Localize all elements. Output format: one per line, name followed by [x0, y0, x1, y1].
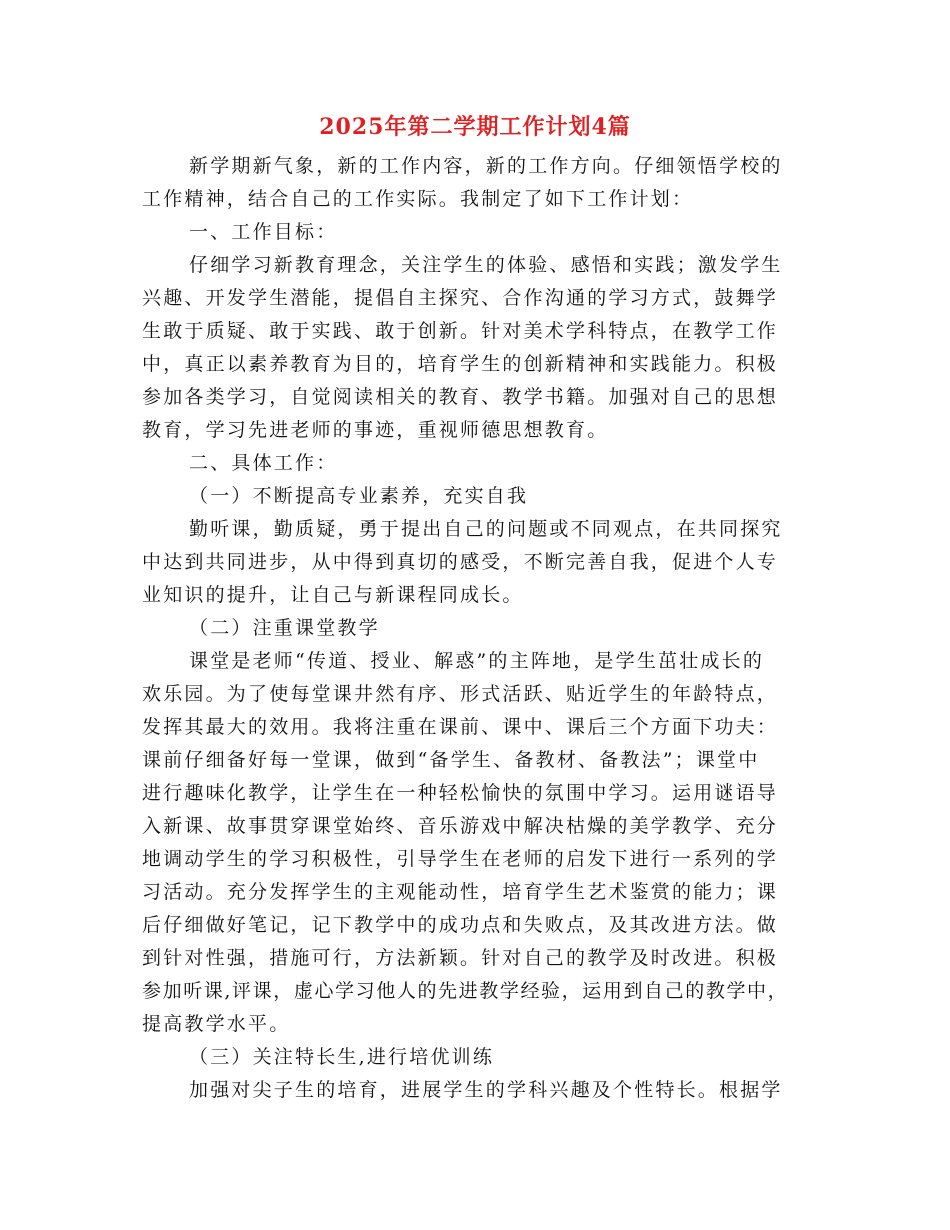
- paragraph-line: 新学期新气象，新的工作内容，新的工作方向。仔细领悟学校的: [189, 155, 783, 177]
- paragraph-line: 到针对性强，措施可行，方法新颖。针对自己的教学及时改进。积极: [142, 947, 779, 969]
- paragraph-line: 兴趣、开发学生潜能，提倡自主探究、合作沟通的学习方式，鼓舞学: [142, 287, 779, 309]
- paragraph-line: 业知识的提升，让自己与新课程同成长。: [142, 584, 524, 606]
- paragraph-line: 生敢于质疑、敢于实践、敢于创新。针对美术学科特点，在教学工作: [142, 320, 779, 342]
- paragraph-line: 教育，学习先进老师的事迹，重视师德思想教育。: [142, 419, 609, 441]
- paragraph-line: 加强对尖子生的培育，进展学生的学科兴趣及个性特长。根据学: [189, 1079, 783, 1101]
- paragraph-line: 中达到共同进步，从中得到真切的感受，不断完善自我，促进个人专: [142, 551, 779, 573]
- document-title: 2025年第二学期工作计划4篇: [319, 114, 631, 140]
- paragraph-line: 习活动。充分发挥学生的主观能动性，培育学生艺术鉴赏的能力；课: [142, 881, 779, 903]
- subsection-heading: （一）不断提高专业素养，充实自我: [189, 485, 529, 507]
- paragraph-line: 中，真正以素养教育为目的，培育学生的创新精神和实践能力。积极: [142, 353, 779, 375]
- subsection-heading: （二）注重课堂教学: [189, 617, 380, 639]
- paragraph-line: 欢乐园。为了使每堂课井然有序、形式活跃、贴近学生的年龄特点，: [142, 683, 779, 705]
- paragraph-line: 参加听课,评课，虚心学习他人的先进教学经验，运用到自己的教学中，: [142, 980, 789, 1002]
- paragraph-line: 课前仔细备好每一堂课，做到“备学生、备教材、备教法”；课堂中: [142, 749, 760, 771]
- section-heading: 二、具体工作：: [189, 452, 338, 474]
- paragraph-line: 进行趣味化教学，让学生在一种轻松愉快的氛围中学习。运用谜语导: [142, 782, 779, 804]
- paragraph-line: 后仔细做好笔记，记下教学中的成功点和失败点，及其改进方法。做: [142, 914, 779, 936]
- paragraph-line: 参加各类学习，自觉阅读相关的教育、教学书籍。加强对自己的思想: [142, 386, 779, 408]
- paragraph-line: 勤听课，勤质疑，勇于提出自己的问题或不同观点，在共同探究: [189, 518, 783, 540]
- paragraph-line: 入新课、故事贯穿课堂始终、音乐游戏中解决枯燥的美学教学、充分: [142, 815, 779, 837]
- subsection-heading: （三）关注特长生,进行培优训练: [189, 1046, 495, 1068]
- section-heading: 一、工作目标：: [189, 221, 338, 243]
- paragraph-line: 地调动学生的学习积极性，引导学生在老师的启发下进行一系列的学: [142, 848, 779, 870]
- paragraph-line: 课堂是老师“传道、授业、解惑”的主阵地，是学生茁壮成长的: [189, 650, 765, 672]
- paragraph-line: 发挥其最大的效用。我将注重在课前、课中、课后三个方面下功夫：: [142, 716, 779, 738]
- paragraph-line: 工作精神，结合自己的工作实际。我制定了如下工作计划：: [142, 188, 694, 210]
- paragraph-line: 仔细学习新教育理念，关注学生的体验、感悟和实践；激发学生: [189, 254, 783, 276]
- paragraph-line: 提高教学水平。: [142, 1013, 291, 1035]
